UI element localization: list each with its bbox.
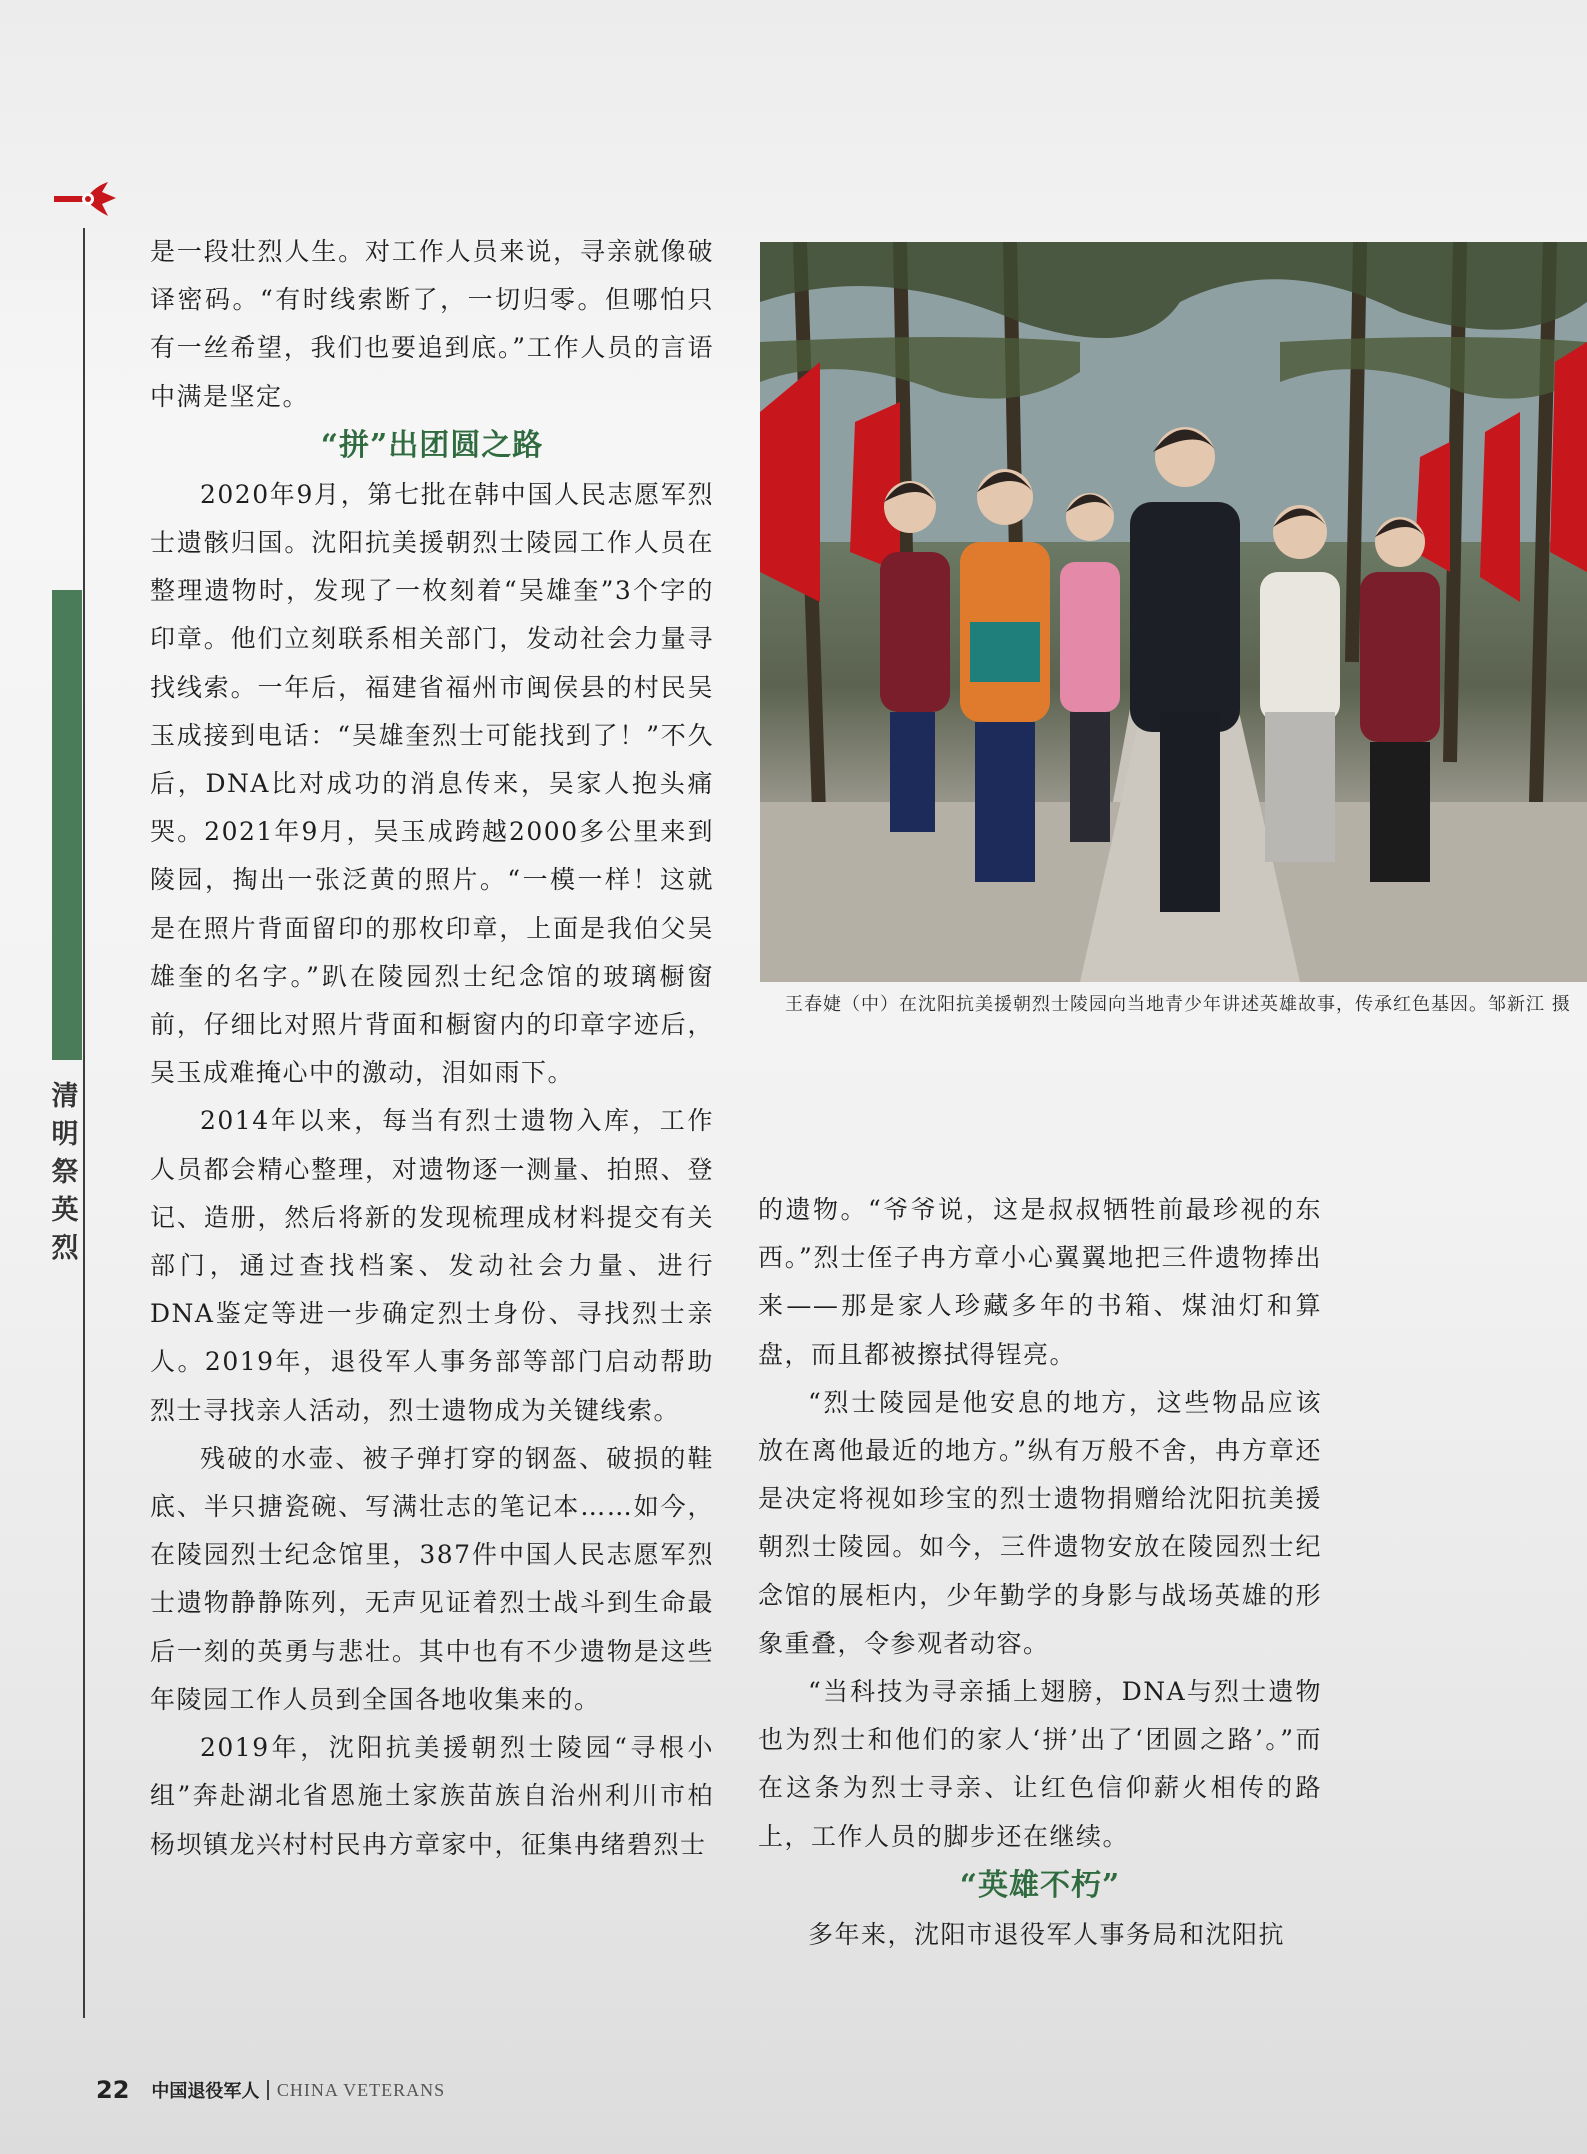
article-paragraph: 2014年以来，每当有烈士遗物入库，工作人员都会精心整理，对遗物逐一测量、拍照、登记、造册，然后将新的发现梳理成材料提交有关部门，通过查找档案、发动社会力量、进行DNA鉴定等进一步确定烈士身份、寻找烈士亲人。2019年，退役军人事务部等部门启动帮助烈士寻找亲人活动，烈士遗物成为关键线索。	[150, 1106, 714, 1425]
article-paragraph: 2019年，沈阳抗美援朝烈士陵园“寻根小组”奔赴湖北省恩施土家族苗族自治州利川市柏杨坝镇龙兴村村民冉方章家中，征集冉绪碧烈士	[150, 1733, 714, 1859]
article-paragraph: “烈士陵园是他安息的地方，这些物品应该放在离他最近的地方。”纵有万般不舍，冉方章还是决定将视如珍宝的烈士遗物捐赠给沈阳抗美援朝烈士陵园。如今，三件遗物安放在陵园烈士纪念馆的展柜内，少年勤学的身影与战场英雄的形象重叠，令参观者动容。	[758, 1387, 1322, 1658]
article-paragraph: 2020年9月，第七批在韩中国人民志愿军烈士遗骸归国。沈阳抗美援朝烈士陵园工作人员在整理遗物时，发现了一枚刻着“吴雄奎”3个字的印章。他们立刻联系相关部门，发动社会力量寻找线索。一年后，福建省福州市闽侯县的村民吴玉成接到电话：“吴雄奎烈士可能找到了！”不久后，DNA比对成功的消息传来，吴家人抱头痛哭。2021年9月，吴玉成跨越2000多公里来到陵园，掏出一张泛黄的照片。“一模一样！这就是在照片背面留印的那枚印章，上面是我伯父吴雄奎的名字。”趴在陵园烈士纪念馆的玻璃橱窗前，仔细比对照片背面和橱窗内的印章字迹后，吴玉成难掩心中的激动，泪如雨下。	[150, 479, 714, 1088]
section-heading: “拼”出团圆之路	[320, 427, 544, 463]
photo-caption	[785, 990, 1571, 1020]
magazine-name: 中国退役军人	[151, 2081, 260, 2102]
page-footer	[96, 2072, 445, 2108]
section-heading: “英雄不朽”	[959, 1867, 1121, 1903]
article-paragraph: 是一段壮烈人生。对工作人员来说，寻亲就像破译密码。“有时线索断了，一切归零。但哪怕只有一丝希望，我们也要追到底。”工作人员的言语中满是坚定。	[150, 237, 714, 411]
article-paragraph: 残破的水壶、被子弹打穿的钢盔、破损的鞋底、半只搪瓷碗、写满壮志的笔记本……如今，在陵园烈士纪念馆里，387件中国人民志愿军烈士遗物静静陈列，无声见证着烈士战斗到生命最后一刻的英勇与悲壮。其中也有不少遗物是这些年陵园工作人员到全国各地收集来的。	[150, 1443, 714, 1714]
article-paragraph: 多年来，沈阳市退役军人事务局和沈阳抗	[808, 1919, 1286, 1949]
magazine-logo-icon	[52, 180, 118, 220]
caption-text: 王春婕（中）在沈阳抗美援朝烈士陵园向当地青少年讲述英雄故事，传承红色基因。	[785, 994, 1488, 1015]
footer-divider	[267, 2080, 269, 2100]
page-number: 22	[96, 2076, 130, 2104]
text-column-right	[758, 1186, 1322, 1959]
text-column-left	[150, 228, 714, 1869]
magazine-name-english: CHINA VETERANS	[276, 2079, 446, 2100]
section-label: 清明祭英烈	[51, 1081, 79, 1264]
photo-credit: 邹新江 摄	[1488, 994, 1571, 1015]
article-paragraph: “当科技为寻亲插上翅膀，DNA与烈士遗物也为烈士和他们的家人‘拼’出了‘团圆之路’。”而在这条为烈士寻亲、让红色信仰薪火相传的路上，工作人员的脚步还在继续。	[758, 1677, 1322, 1851]
article-paragraph: 的遗物。“爷爷说，这是叔叔牺牲前最珍视的东西。”烈士侄子冉方章小心翼翼地把三件遗物捧出来——那是家人珍藏多年的书箱、煤油灯和算盘，而且都被擦拭得锃亮。	[758, 1195, 1322, 1369]
section-color-bar	[52, 590, 82, 1060]
article-photo	[760, 242, 1587, 982]
left-margin-rule	[83, 228, 85, 2018]
